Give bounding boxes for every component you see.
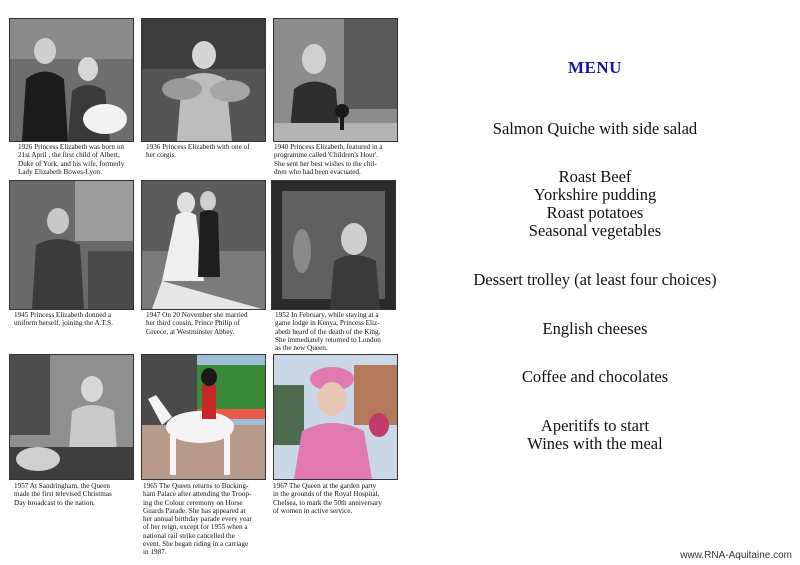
menu-main-course (440, 168, 750, 240)
menu-dessert (440, 271, 750, 289)
princess-with-corgis-photo (141, 18, 266, 142)
menu-starter (440, 120, 750, 138)
menu-coffee-text: Coffee and chocolates (521, 367, 669, 386)
photo-caption: 1936 Princess Elizabeth with one of her corgis. (146, 143, 250, 160)
menu-drinks (440, 417, 750, 453)
menu-drinks-item: Aperitifs to start (540, 416, 650, 435)
photo-caption: 1965 The Queen returns to Bucking- ham Palace after attending the Troop- ing the Colour ceremony on Horse Guards Parade. She has appeared at her annual birthday parade every year of her reign, except for 1955 when a national rail strike cancelled the event. She began riding in a carriage in 1987. (143, 482, 252, 557)
royal-couple-with-baby-photo (9, 18, 134, 142)
photo-caption: 1952 In February, while staying at a game lodge in Kenya, Princess Eliz- abeth heard of the death of the King. She immediately returned to London as the new Queen. (275, 311, 381, 353)
photo-caption: 1926 Princess Elizabeth was born on 21st April , the first child of Albert, Duke of York, and his wife, formerly Lady Elizabeth Bowes-Lyon. (18, 143, 125, 176)
christmas-broadcast-photo (9, 354, 134, 480)
menu-dessert-text: Dessert trolley (at least four choices) (473, 270, 717, 289)
queen-in-car-photo (271, 180, 396, 310)
menu-main-item: Seasonal vegetables (528, 221, 662, 240)
menu-main-item: Roast Beef (558, 167, 632, 186)
queen-on-horse-photo (141, 354, 266, 480)
menu-drinks-item: Wines with the meal (527, 434, 663, 453)
website-footer: www.RNA-Aquitaine.com (680, 550, 792, 561)
photo-caption: 1940 Princess Elizabeth, featured in a programme called 'Children's Hour'. She sent her best wishes to the chil- dren who had been evacuated. (274, 143, 383, 176)
photo-caption: 1947 On 20 November she married her third cousin, Prince Philip of Greece, at Westminster Abbey. (146, 311, 248, 336)
photo-caption: 1967 The Queen at the garden party in the grounds of the Royal Hospital, Chelsea, to mark the 50th anniversary of women in active service. (273, 482, 382, 515)
menu-cheese-text: English cheeses (542, 319, 648, 338)
menu-starter-text: Salmon Quiche with side salad (492, 119, 698, 138)
menu-main-item: Roast potatoes (546, 203, 644, 222)
queen-in-pink-photo (273, 354, 398, 480)
wedding-photo (141, 180, 266, 310)
photo-caption: 1945 Princess Elizabeth donned a uniform herself, joining the A.T.S. (14, 311, 113, 328)
princess-at-microphone-photo (273, 18, 398, 142)
princess-in-uniform-photo (9, 180, 134, 310)
menu-title: MENU (568, 58, 622, 77)
menu-cheese (440, 320, 750, 338)
photo-caption: 1957 At Sandringham, the Queen made the first televised Christmas Day broadcast to the nation. (14, 482, 112, 507)
menu-coffee (440, 368, 750, 386)
menu-main-item: Yorkshire pudding (533, 185, 657, 204)
